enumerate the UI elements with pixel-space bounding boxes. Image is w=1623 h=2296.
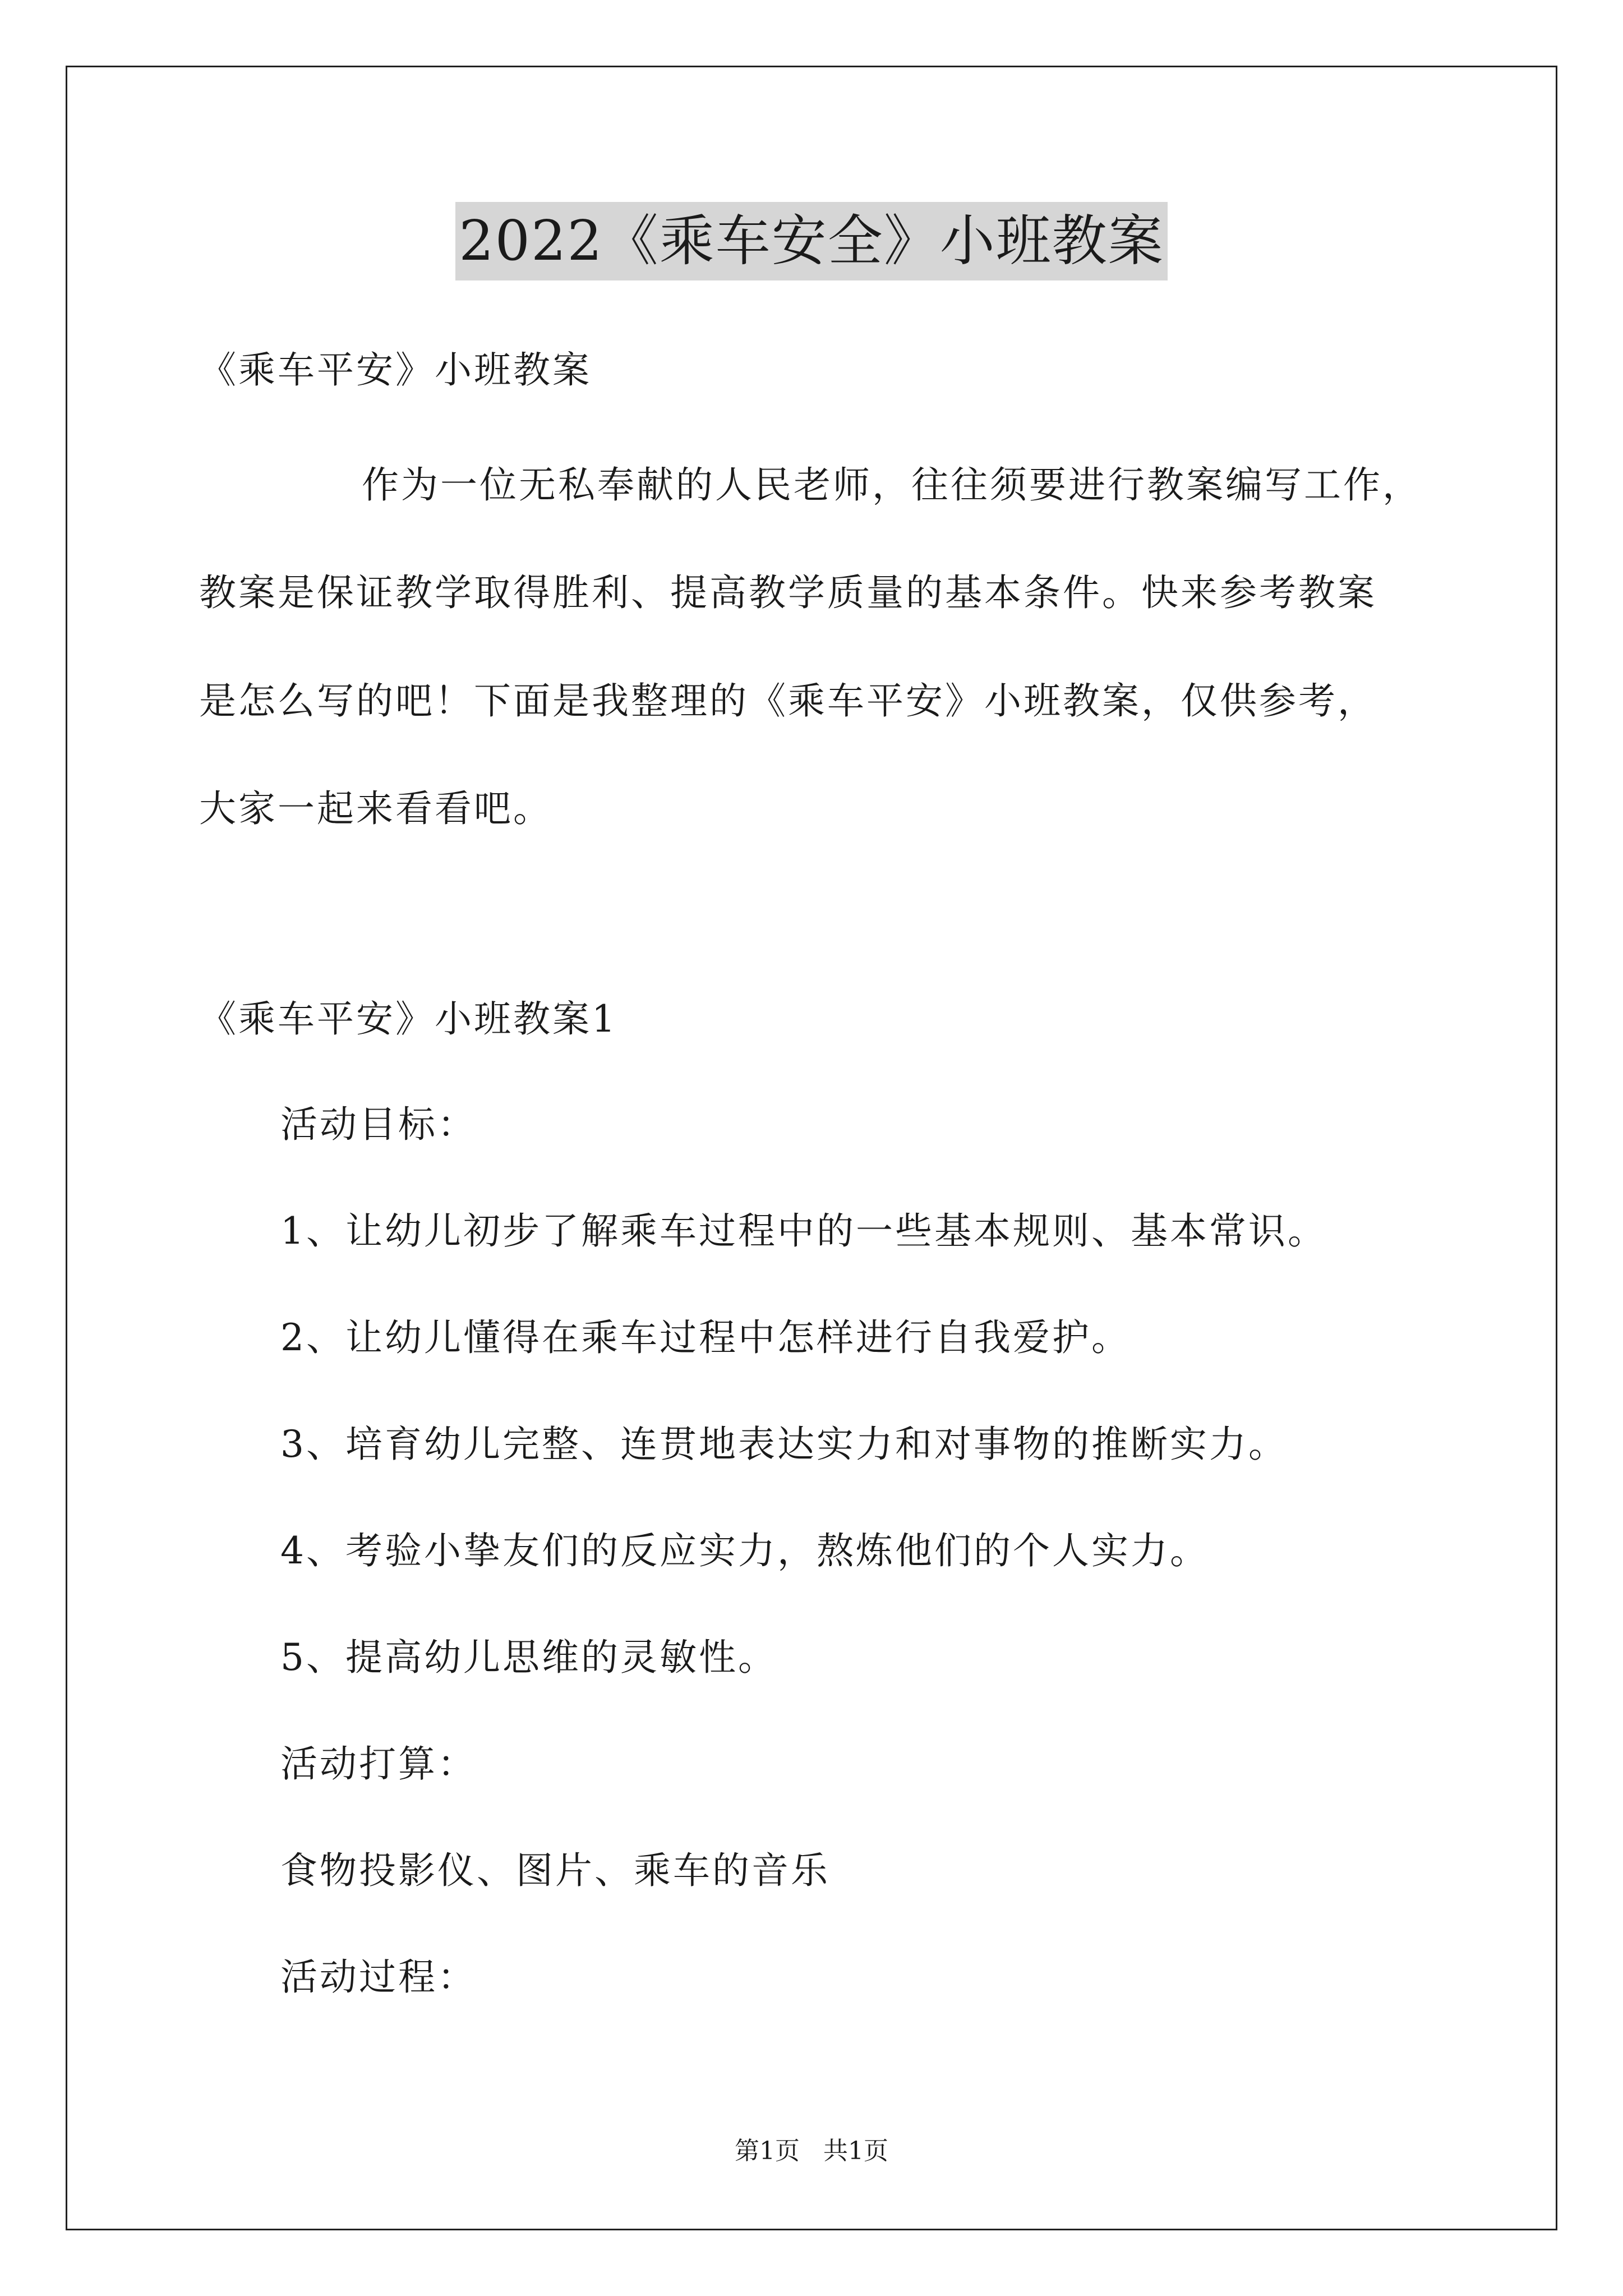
- subtitle: 《乘车平安》小班教案: [199, 348, 592, 392]
- title-container: [0, 202, 1623, 280]
- preparation-materials: 食物投影仪、图片、乘车的音乐: [280, 1849, 830, 1892]
- goals-heading: 活动目标：: [280, 1103, 477, 1146]
- intro-line-2: 教案是保证教学取得胜利、提高教学质量的基本条件。快来参考教案: [199, 571, 1377, 614]
- goal-item-4: 4、考验小挚友们的反应实力，熬炼他们的个人实力。: [280, 1529, 1209, 1572]
- goal-item-1: 1、让幼儿初步了解乘车过程中的一些基本规则、基本常识。: [280, 1209, 1327, 1253]
- intro-line-4: 大家一起来看看吧。: [199, 787, 552, 830]
- intro-line-3: 是怎么写的吧！下面是我整理的《乘车平安》小班教案，仅供参考，: [199, 679, 1377, 723]
- document-title: 2022《乘车安全》小班教案: [455, 202, 1167, 280]
- goal-item-3: 3、培育幼儿完整、连贯地表达实力和对事物的推断实力。: [280, 1423, 1288, 1466]
- process-heading: 活动过程：: [280, 1955, 477, 1999]
- preparation-heading: 活动打算：: [280, 1742, 477, 1786]
- intro-line-1: 作为一位无私奉献的人民老师，往往须要进行教案编写工作，: [362, 463, 1422, 507]
- goal-item-2: 2、让幼儿懂得在乘车过程中怎样进行自我爱护。: [280, 1316, 1131, 1359]
- page-footer: 第1页 共1页: [735, 2137, 888, 2165]
- goal-item-5: 5、提高幼儿思维的灵敏性。: [280, 1636, 777, 1679]
- section-heading: 《乘车平安》小班教案1: [199, 997, 617, 1041]
